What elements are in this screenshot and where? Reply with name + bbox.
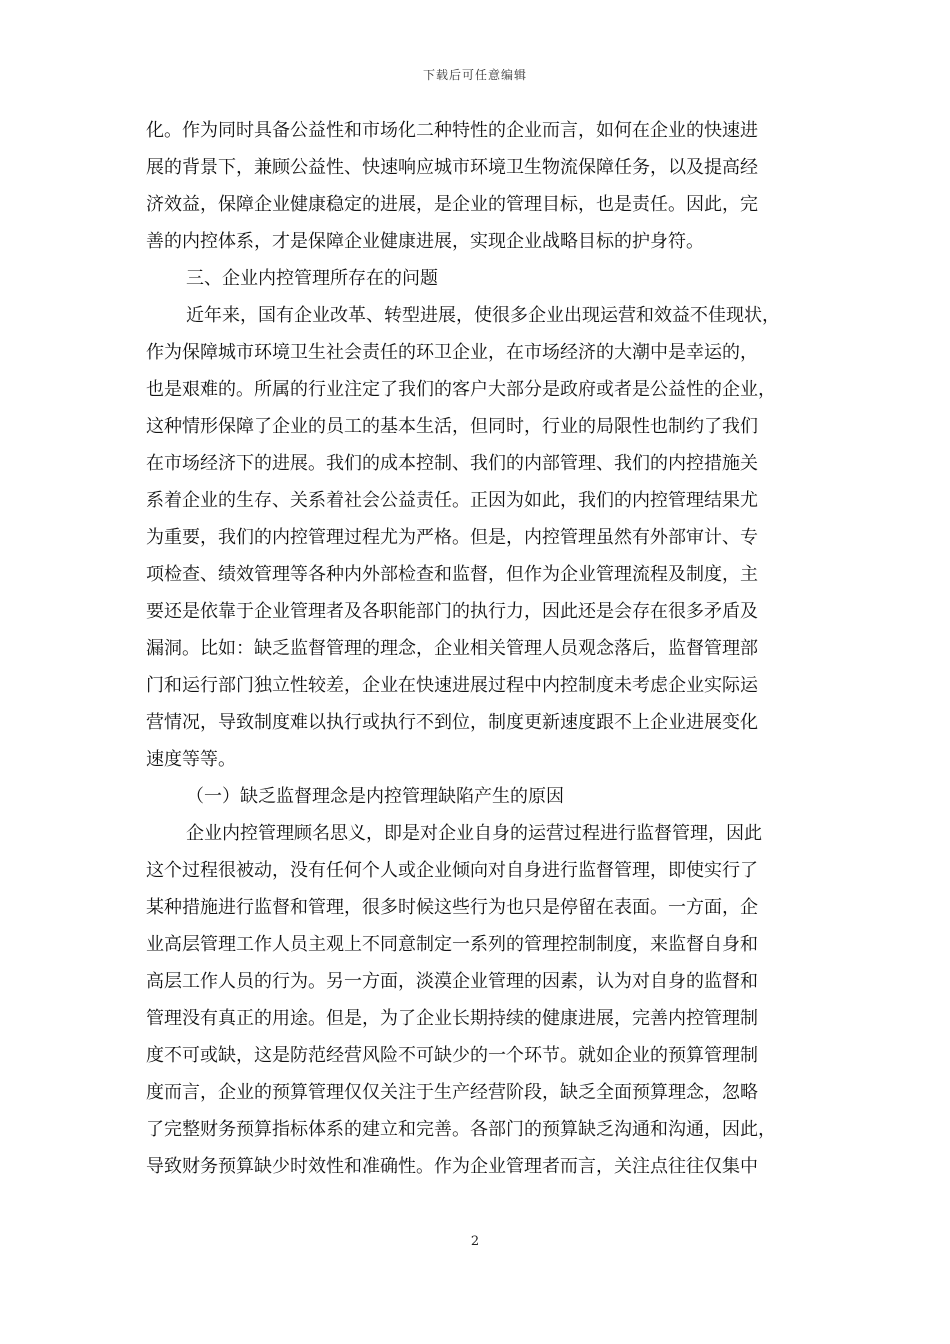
document-body <box>146 112 814 1185</box>
text-line: 化。作为同时具备公益性和市场化二种特性的企业而言，如何在企业的快速进 <box>146 120 758 141</box>
text-line: 也是艰难的。所属的行业注定了我们的客户大部分是政府或者是公益性的企业， <box>146 379 776 400</box>
text-line: 济效益，保障企业健康稳定的进展，是企业的管理目标，也是责任。因此，完 <box>146 194 758 215</box>
section-heading: 三、企业内控管理所存在的问题 <box>186 268 438 289</box>
text-line: 漏洞。比如：缺乏监督管理的理念，企业相关管理人员观念落后，监督管理部 <box>146 638 758 659</box>
page-number: 2 <box>470 1234 480 1249</box>
text-line: 度而言，企业的预算管理仅仅关注于生产经营阶段，缺乏全面预算理念，忽略 <box>146 1082 758 1103</box>
text-line: 作为保障城市环境卫生社会责任的环卫企业，在市场经济的大潮中是幸运的， <box>146 342 758 363</box>
text-line: 速度等等。 <box>146 749 236 770</box>
text-line: 导致财务预算缺少时效性和准确性。作为企业管理者而言，关注点往往仅集中 <box>146 1156 758 1177</box>
text-line: 系着企业的生存、关系着社会公益责任。正因为如此，我们的内控管理结果尤 <box>146 490 758 511</box>
text-line: 这个过程很被动，没有任何个人或企业倾向对自身进行监督管理，即使实行了 <box>146 860 758 881</box>
text-line: 业高层管理工作人员主观上不同意制定一系列的管理控制制度，来监督自身和 <box>146 934 758 955</box>
text-line: 度不可或缺，这是防范经营风险不可缺少的一个环节。就如企业的预算管理制 <box>146 1045 758 1066</box>
text-line: 企业内控管理顾名思义，即是对企业自身的运营过程进行监督管理，因此 <box>186 823 762 844</box>
text-line: 在市场经济下的进展。我们的成本控制、我们的内部管理、我们的内控措施关 <box>146 453 758 474</box>
text-line: 营情况，导致制度难以执行或执行不到位，制度更新速度跟不上企业进展变化 <box>146 712 758 733</box>
text-line: 善的内控体系，才是保障企业健康进展，实现企业战略目标的护身符。 <box>146 231 704 252</box>
text-line: 这种情形保障了企业的员工的基本生活，但同时，行业的局限性也制约了我们 <box>146 416 758 437</box>
text-line: 高层工作人员的行为。另一方面，淡漠企业管理的因素，认为对自身的监督和 <box>146 971 758 992</box>
text-line: 近年来，国有企业改革、转型进展，使很多企业出现运营和效益不佳现状， <box>186 305 780 326</box>
text-line: 展的背景下，兼顾公益性、快速响应城市环境卫生物流保障任务，以及提高经 <box>146 157 758 178</box>
text-line: 管理没有真正的用途。但是，为了企业长期持续的健康进展，完善内控管理制 <box>146 1008 758 1029</box>
text-line: 项检查、绩效管理等各种内外部检查和监督，但作为企业管理流程及制度，主 <box>146 564 758 585</box>
subsection-heading: （一）缺乏监督理念是内控管理缺陷产生的原因 <box>186 786 564 807</box>
text-line: 了完整财务预算指标体系的建立和完善。各部门的预算缺乏沟通和沟通，因此， <box>146 1119 776 1140</box>
page-header: 下载后可任意编辑 <box>422 68 527 82</box>
text-line: 某种措施进行监督和管理，很多时候这些行为也只是停留在表面。一方面，企 <box>146 897 758 918</box>
text-line: 为重要，我们的内控管理过程尤为严格。但是，内控管理虽然有外部审计、专 <box>146 527 758 548</box>
text-line: 门和运行部门独立性较差，企业在快速进展过程中内控制度未考虑企业实际运 <box>146 675 758 696</box>
text-line: 要还是依靠于企业管理者及各职能部门的执行力，因此还是会存在很多矛盾及 <box>146 601 758 622</box>
